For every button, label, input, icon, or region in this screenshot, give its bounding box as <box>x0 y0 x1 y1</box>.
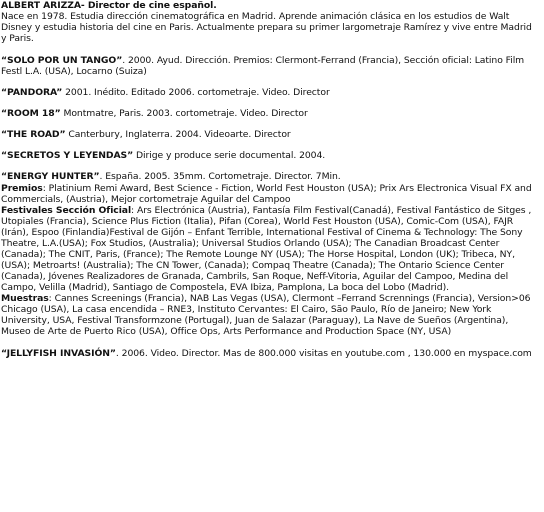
director-bio: Nace en 1978. Estudia dirección cinematográfica en Madrid. Aprende animación clásica en los estudios de Walt Disney y estudia historia del cine en Paris. Actualmente prepara su primer largometraje Ramírez y vive entre Madrid y Paris. <box>1 11 532 45</box>
work-details: . 2000. Ayud. Dirección. Premios: Clermont-Ferrand (Francia), Sección oficial: Latino Film Festl L.A. (USA), Locarno (Suiza) <box>1 55 525 78</box>
work-title: “JELLYFISH INVASIÓN” <box>1 348 116 360</box>
premios-text: : Platinium Remi Award, Best Science - Fiction, World Fest Houston (USA); Prix Ars Electronica Visual FX and Commercials, (Austria), Mejor cortometraje Aguilar del Campoo <box>1 182 532 205</box>
work-details: Canterbury, Inglaterra. 2004. Videoarte. Director <box>65 129 291 141</box>
work-details: 2001. Inédito. Editado 2006. cortometraje. Video. Director <box>62 87 330 99</box>
muestras-label: Muestras <box>1 292 49 304</box>
work-title: “THE ROAD” <box>1 129 66 141</box>
energy-hunter-entry <box>1 171 538 337</box>
work-entry <box>1 55 538 77</box>
director-name-title: ALBERT ARIZZA- Director de cine español. <box>1 0 217 11</box>
work-entry <box>1 108 538 119</box>
work-title: “ENERGY HUNTER” <box>1 171 100 183</box>
work-details: . España. 2005. 35mm. Cortometraje. Director. 7Min. <box>99 171 341 183</box>
festivales-text: : Ars Electrónica (Austria), Fantasía Film Festival(Canadá), Festival Fantástico de Sitges , Utopiales (Francia), Science Plus Fiction (Italia), Pifan (Corea), World Fest Houston (USA), Comic-Com (USA), FAJR (Irán), Espoo (Finlandia)Festival de Gijón – Enfant Terrible, International Festival of Cinema & Technology: The Sony Theatre, L.A.(USA); Fox Studios, (Australia); Universal Studios Orlando (USA); The Canadian Broadcast Center (Canada); The CNIT, Paris, (France); The Remote Lounge NY (USA); The Horse Hospital, London (UK); Tribeca, NY, (USA); Metroarts! (Australia); The CN Tower, (Canada); Compaq Theatre (Canada); The Ontario Science Center (Canada), Jóvenes Realizadores de Granada, Cambrils, San Roque, Neff-Vitoria, Aguilar del Campoo, Medina del Campo, Velilla (Madrid), Santiago de Compostela, EVA Ibiza, Pamplona, La boca del Lobo (Madrid). <box>1 204 532 293</box>
muestras-text: : Cannes Screenings (Francia), NAB Las Vegas (USA), Clermont –Ferrand Scrennings (Francia), Version>06 Chicago (USA), La casa encendida – RNE3, Instituto Cervantes: El Cairo, São Paulo, Río de Janeiro; New York University, USA, Festival Transformzone (Portugal), Juan de Salazar (Paraguay), La Nave de Sueños (Argentina), Museo de Arte de Puerto Rico (USA), Office Ops, Arts Performance and Production Space (NY, USA) <box>1 292 531 338</box>
premios-label: Premios <box>1 182 43 194</box>
work-details: Dirige y produce serie documental. 2004. <box>133 150 326 162</box>
work-title: “SECRETOS Y LEYENDAS” <box>1 150 134 162</box>
work-entry <box>1 129 538 140</box>
work-title: “ROOM 18” <box>1 108 61 120</box>
header-block <box>1 0 538 44</box>
work-title: “SOLO POR UN TANGO” <box>1 55 123 67</box>
work-details: . 2006. Video. Director. Mas de 800.000 visitas en youtube.com , 130.000 en myspace.com <box>115 348 532 360</box>
festivales-label: Festivales Sección Oficial <box>1 204 132 216</box>
work-details: Montmatre, Paris. 2003. cortometraje. Video. Director <box>60 108 308 120</box>
work-entry <box>1 348 538 359</box>
work-entry <box>1 87 538 98</box>
work-title: “PANDORA” <box>1 87 63 99</box>
work-entry <box>1 150 538 161</box>
